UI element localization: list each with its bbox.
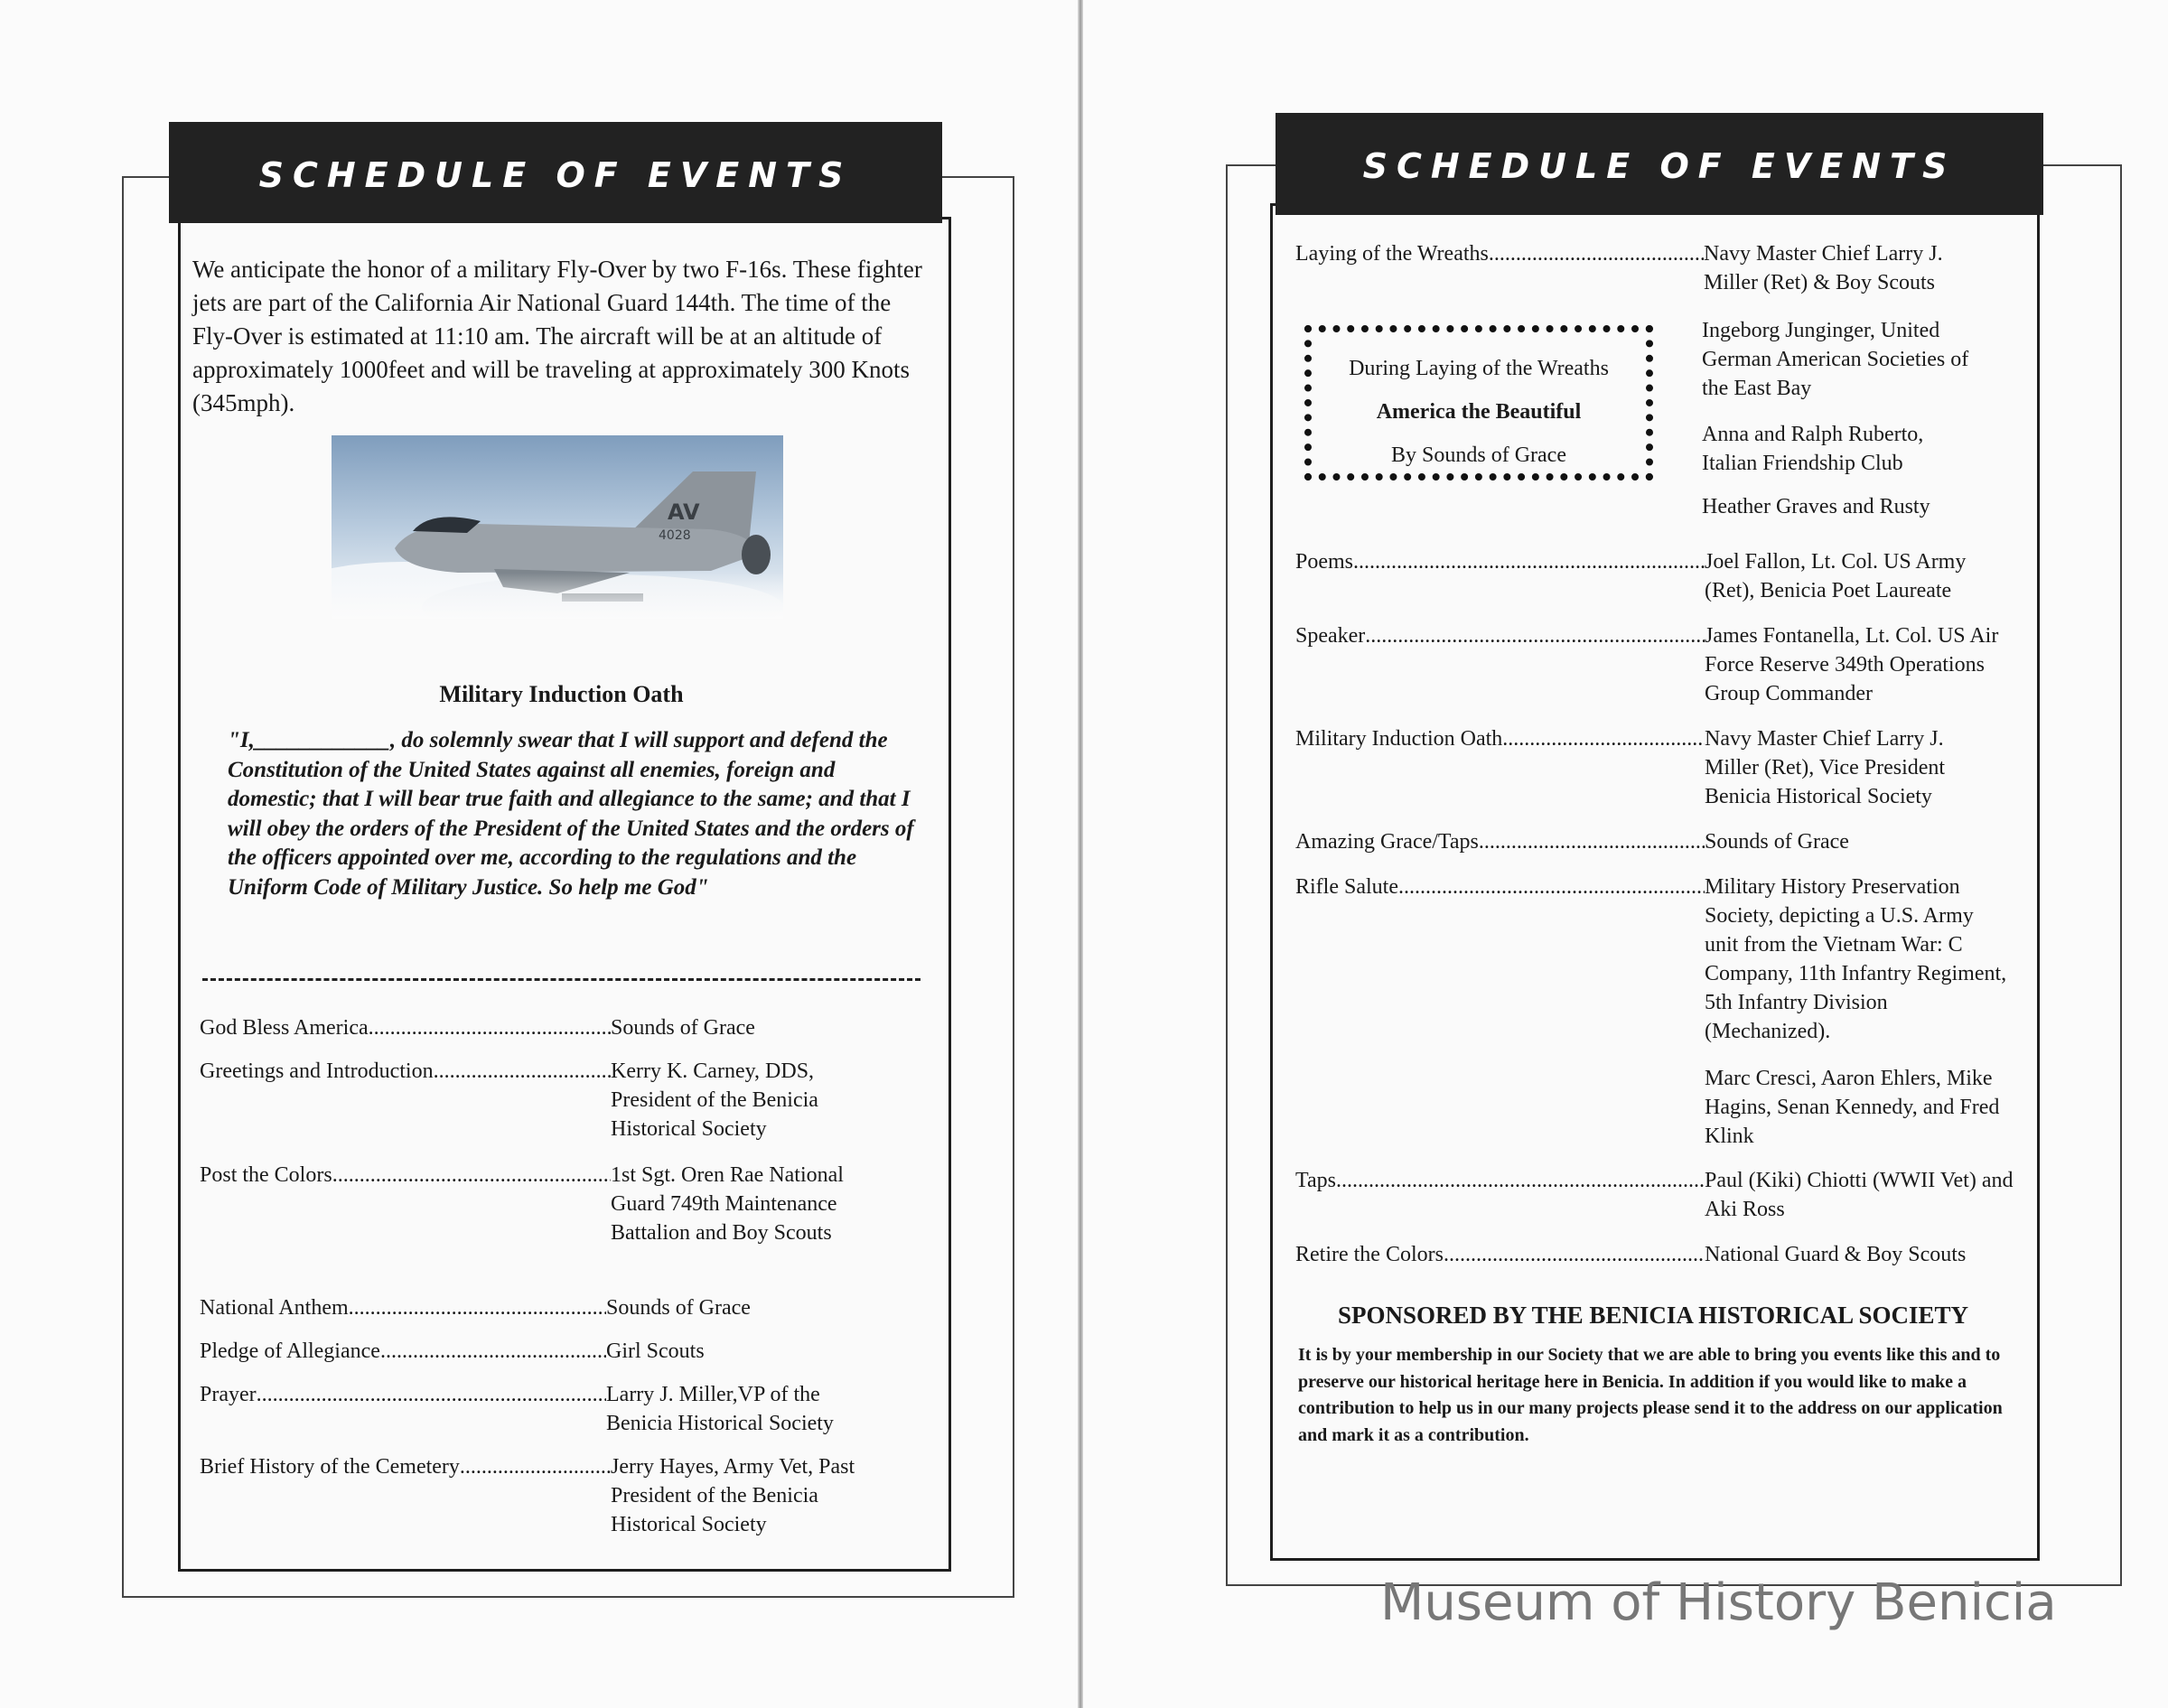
event-row <box>1295 724 2018 811</box>
event-performer: Larry J. Miller,VP of the Benicia Historical Society <box>606 1383 834 1435</box>
sponsor-text: It is by your membership in our Society that we are able to bring you events like this and to preserve our historical heritage here in Benicia. In addition if you would like to make a contribution to help us in our many projects please send it to the address on our application and mark it as a contribution. <box>1298 1345 2003 1445</box>
event-performer: Girl Scouts <box>606 1339 705 1363</box>
wreath-box-song: America the Beautiful <box>1376 400 1582 424</box>
event-label: Post the Colors ..... <box>200 1161 611 1247</box>
section-divider <box>202 978 920 981</box>
event-performer: Sounds of Grace <box>606 1296 751 1320</box>
wreath-participant: Anna and Ralph Ruberto, Italian Friendship Club <box>1702 423 1924 475</box>
event-label: Military Induction Oath ..... <box>1295 724 1705 811</box>
jet-illustration <box>332 435 783 619</box>
event-label: Brief History of the Cemetery ..... <box>200 1452 611 1539</box>
event-label: Taps ..... <box>1295 1166 1705 1224</box>
event-performer: Kerry K. Carney, DDS, President of the Benicia Historical Society <box>611 1059 818 1141</box>
event-label: Retire the Colors ..... <box>1295 1240 1705 1269</box>
event-performer: Navy Master Chief Larry J. Miller (Ret) & Boy Scouts <box>1704 242 1943 294</box>
event-performer: Navy Master Chief Larry J. Miller (Ret), Vice President Benicia Historical Society <box>1705 727 1946 808</box>
event-label <box>1295 1064 1705 1151</box>
event-row <box>1295 1166 2018 1224</box>
event-row <box>1295 1240 2018 1269</box>
event-label: Pledge of Allegiance ..... <box>200 1337 606 1366</box>
event-row <box>200 1380 913 1438</box>
event-row <box>1295 1064 2018 1151</box>
event-row <box>1295 239 2018 297</box>
event-row <box>200 1337 913 1366</box>
event-performer: Marc Cresci, Aaron Ehlers, Mike Hagins, Senan Kennedy, and Fred Klink <box>1705 1067 2000 1148</box>
left-banner-title: SCHEDULE OF EVENTS <box>169 122 942 223</box>
wreath-box-line: During Laying of the Wreaths <box>1349 357 1609 380</box>
event-performer: Joel Fallon, Lt. Col. US Army (Ret), Benicia Poet Laureate <box>1705 550 1967 602</box>
page-fold <box>1078 0 1083 1708</box>
event-row <box>1295 827 2018 856</box>
event-label: Amazing Grace/Taps ..... <box>1295 827 1705 856</box>
event-label: National Anthem ..... <box>200 1293 606 1322</box>
event-row <box>200 1013 913 1042</box>
event-performer: Jerry Hayes, Army Vet, Past President of the Benicia Historical Society <box>611 1455 855 1536</box>
event-label: Prayer ..... <box>200 1380 606 1438</box>
event-performer: 1st Sgt. Oren Rae National Guard 749th Maintenance Battalion and Boy Scouts <box>611 1163 844 1245</box>
event-label: Rifle Salute ..... <box>1295 873 1705 1046</box>
museum-watermark: Museum of History Benicia <box>1380 1573 2057 1632</box>
wreath-music-box <box>1304 325 1653 481</box>
sponsor-title: SPONSORED BY THE BENICIA HISTORICAL SOCIETY <box>1338 1302 1968 1329</box>
event-label: God Bless America ..... <box>200 1013 611 1042</box>
oath-text: "I,____________, do solemnly swear that I will support and defend the Constitution of the United States against all enemies, foreign and domestic; that I will bear true faith and allegiance to the same; and that I will obey the orders of the President of the United States and the orders of the officers appointed over me, according to the regulations and the Uniform Code of Military Justice. So help me God" <box>228 728 914 900</box>
right-banner-title: SCHEDULE OF EVENTS <box>1276 113 2043 215</box>
event-label: Poems ..... <box>1295 547 1705 605</box>
f16-jet-photo <box>332 435 783 619</box>
wreath-box-line: By Sounds of Grace <box>1391 443 1566 467</box>
event-label: Speaker ..... <box>1295 621 1705 708</box>
event-row <box>1295 873 2018 1046</box>
wreath-participant: Ingeborg Junginger, United German American Societies of the East Bay <box>1702 319 1969 400</box>
event-row <box>1295 621 2018 708</box>
event-performer: National Guard & Boy Scouts <box>1705 1243 1967 1266</box>
event-label: Laying of the Wreaths ..... <box>1295 239 1704 297</box>
event-row <box>200 1293 913 1322</box>
event-row <box>200 1452 913 1539</box>
event-performer: Paul (Kiki) Chiotti (WWII Vet) and Aki Ross <box>1705 1169 2014 1221</box>
event-performer: Sounds of Grace <box>611 1016 755 1040</box>
event-label: Greetings and Introduction ..... <box>200 1057 611 1143</box>
event-performer: James Fontanella, Lt. Col. US Air Force Reserve 349th Operations Group Commander <box>1705 624 1999 705</box>
event-performer: Military History Preservation Society, depicting a U.S. Army unit from the Vietnam War: C Company, 11th Infantry Regiment, 5th Infantry Division (Mechanized). <box>1705 875 2007 1043</box>
event-row <box>1295 547 2018 605</box>
event-row <box>200 1057 913 1143</box>
event-row <box>200 1161 913 1247</box>
wreath-participant: Heather Graves and Rusty <box>1702 495 1930 518</box>
flyover-description: We anticipate the honor of a military Fly-Over by two F-16s. These fighter jets are part of the California Air National Guard 144th. The time of the Fly-Over is estimated at 11:10 am. The aircraft will be at an altitude of approximately 1000feet and will be traveling at approximately 300 Knots (345mph). <box>192 256 922 416</box>
oath-title: Military Induction Oath <box>439 681 684 707</box>
event-performer: Sounds of Grace <box>1705 830 1849 854</box>
